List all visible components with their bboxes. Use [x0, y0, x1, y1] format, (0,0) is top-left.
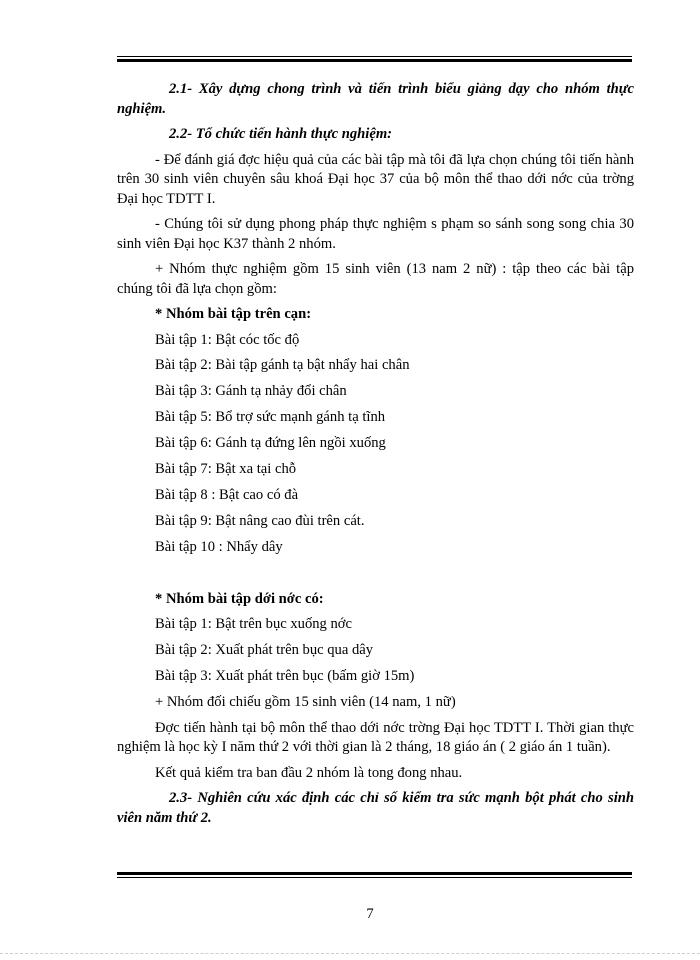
header-rule: [117, 56, 632, 62]
paragraph-control-group: + Nhóm đối chiếu gồm 15 sinh viên (14 nam, 1 nữ): [155, 693, 456, 710]
paragraph-experimental-group: + Nhóm thực nghiệm gồm 15 sinh viên (13 nam 2 nữ) : tập theo các bài tập chúng tôi đã lựa chọn gồm:: [117, 261, 634, 297]
list-item: Bài tập 5: Bổ trợ sức mạnh gánh tạ tĩnh: [155, 409, 386, 426]
list-item: Bài tập 2: Xuất phát trên bục qua dây: [155, 641, 374, 658]
list-item: Bài tập 8 : Bật cao có đà: [155, 486, 299, 503]
list-item: Bài tập 9: Bật nâng cao đùi trên cát.: [155, 512, 365, 529]
page-edge-divider: [0, 953, 700, 954]
paragraph-evaluation: - Để đánh giá đợc hiệu quả của các bài tập mà tôi đã lựa chọn chúng tôi tiến hành trên 30 sinh viên chuyên sâu khoá Đại học 37 của bộ môn thể thao dới nớc của trờng Đại học TDTT I.: [117, 151, 634, 207]
section-heading-2-3: 2.3- Nghiên cứu xác định các chỉ số kiểm tra sức mạnh bột phát cho sinh viên năm thứ 2.: [117, 790, 634, 826]
paragraph-conducted: Đợc tiến hành tại bộ môn thể thao dới nớc trờng Đại học TDTT I. Thời gian thực nghiệm là học kỳ I năm thứ 2 với thời gian là 2 tháng, 18 giáo án ( 2 giáo án 1 tuần).: [117, 719, 634, 756]
list-item: Bài tập 6: Gánh tạ đứng lên ngồi xuống: [155, 435, 386, 452]
list-item: Bài tập 10 : Nhẩy dây: [155, 538, 283, 555]
paragraph-initial-results: Kết quả kiểm tra ban đầu 2 nhóm là tong đong nhau.: [155, 764, 463, 781]
list-item: Bài tập 7: Bật xa tại chỗ: [155, 460, 297, 477]
list-item: Bài tập 2: Bài tập gánh tạ bật nhẩy hai chân: [155, 357, 410, 374]
section-heading-2-1: 2.1- Xây dựng chong trình và tiến trình biểu giảng dạy cho nhóm thực nghiệm.: [117, 81, 634, 117]
list-item: Bài tập 3: Gánh tạ nhảy đổi chân: [155, 383, 347, 400]
page-number: 7: [366, 906, 374, 922]
paragraph-method: - Chúng tôi sử dụng phong pháp thực nghiệm s phạm so sánh song song chia 30 sinh viên Đại học K37 thành 2 nhóm.: [117, 216, 634, 252]
list-item: Bài tập 1: Bật cóc tốc độ: [155, 331, 300, 348]
spacer: [117, 564, 634, 590]
group-water-title: * Nhóm bài tập dới nớc có:: [155, 590, 324, 607]
footer-rule: [117, 872, 632, 878]
section-heading-2-2: 2.2- Tổ chức tiến hành thực nghiệm:: [169, 126, 393, 142]
list-item: Bài tập 3: Xuất phát trên bục (bấm giờ 15m): [155, 667, 415, 684]
list-item: Bài tập 1: Bật trên bục xuống nớc: [155, 616, 352, 633]
group-land-title: * Nhóm bài tập trên cạn:: [155, 306, 312, 322]
page-body: [117, 80, 634, 834]
